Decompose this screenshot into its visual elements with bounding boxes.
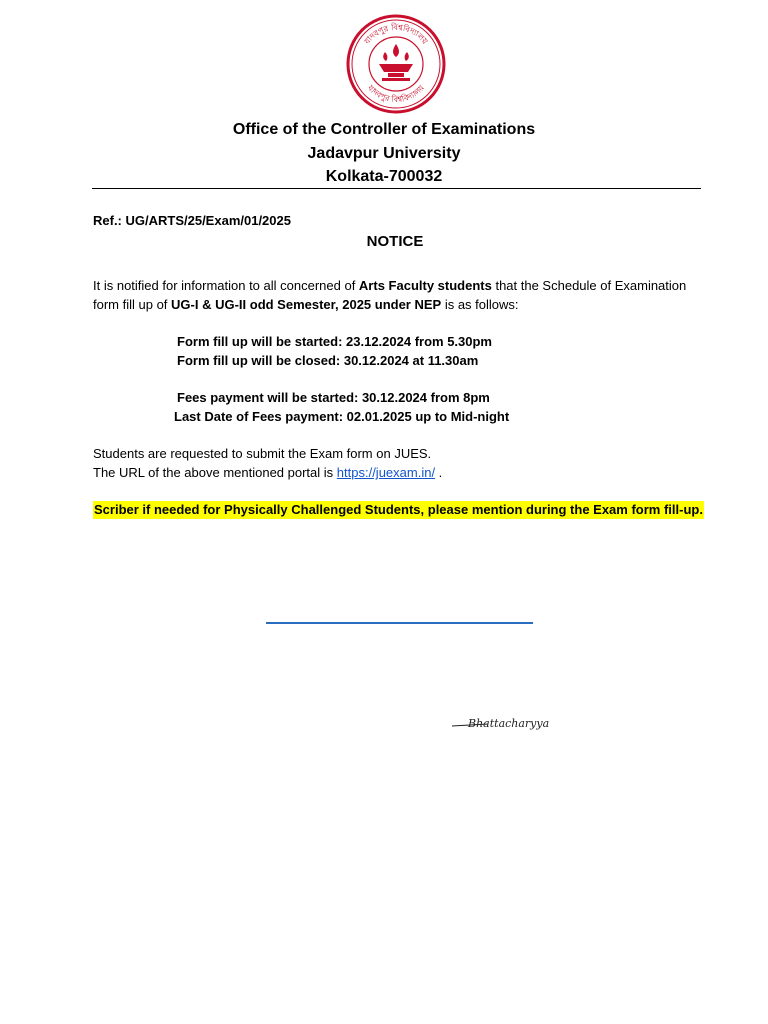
scriber-note: Scriber if needed for Physically Challenged Students, please mention during the Exam form fill-up. [94,502,703,517]
form-close-line: Form fill up will be closed: 30.12.2024 at 11.30am [177,353,479,368]
seal-bottom-text: যাদবপুর বিশ্ববিদ্যালয় [365,83,427,105]
signature-image [448,710,568,738]
office-heading: Office of the Controller of Examinations [232,121,536,138]
instruction-line-2: The URL of the above mentioned portal is https://juexam.in/ . [93,465,443,480]
city-pin: Kolkata-700032 [325,168,443,185]
intro-paragraph: It is notified for information to all concerned of Arts Faculty students that the Schedule of Examination form fill up of UG-I & UG-II odd Semester, 2025 under NEP is as follows: [93,278,687,312]
fees-last-line: Last Date of Fees payment: 02.01.2025 up to Mid-night [174,409,510,424]
fees-start-line: Fees payment will be started: 30.12.2024 from 8pm [177,390,490,405]
notice-title: NOTICE [366,233,424,250]
signature-divider [266,622,533,624]
seal-top-text: যাদবপুর বিশ্ববিদ্যালয় [362,22,430,46]
form-start-line: Form fill up will be started: 23.12.2024 from 5.30pm [177,334,492,349]
svg-text:Bhattacharyya: Bhattacharyya [468,717,550,730]
portal-link[interactable]: https://juexam.in/ [336,465,436,480]
header-divider [92,188,701,189]
university-seal-icon [346,14,446,114]
university-name: Jadavpur University [307,145,461,162]
reference-number: Ref.: UG/ARTS/25/Exam/01/2025 [93,213,291,228]
instruction-line-1: Students are requested to submit the Exam form on JUES. [93,446,432,461]
